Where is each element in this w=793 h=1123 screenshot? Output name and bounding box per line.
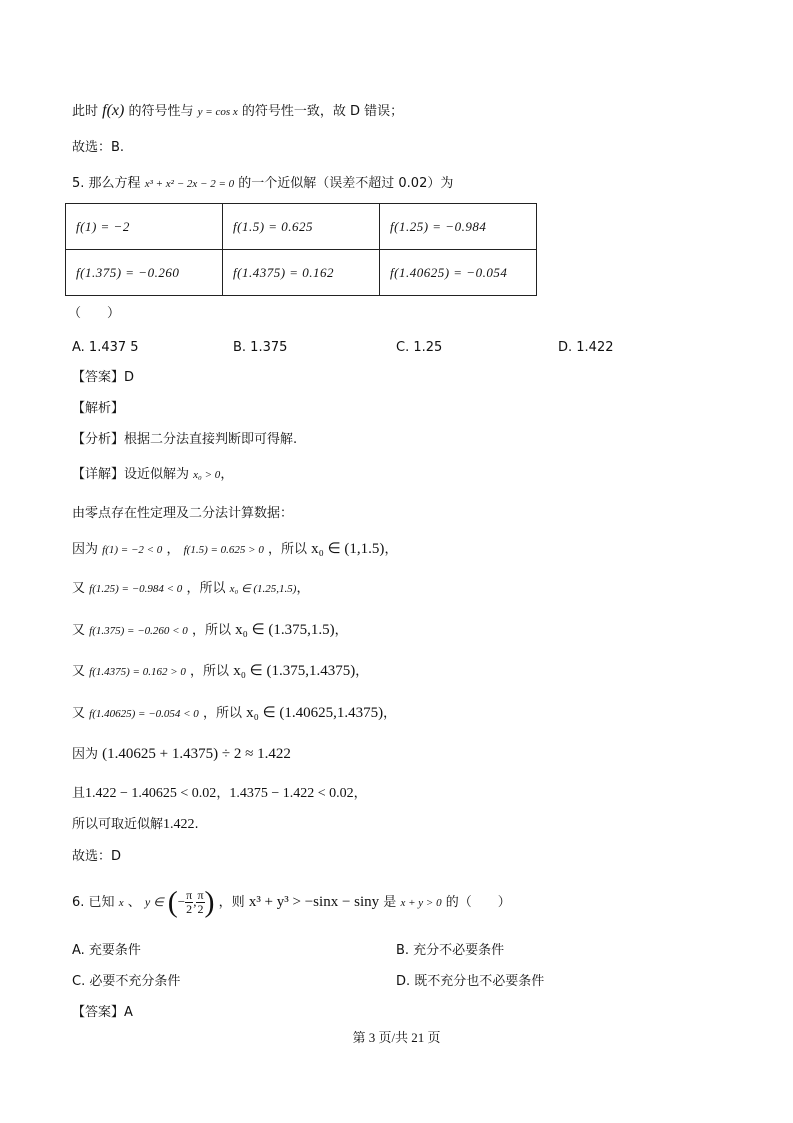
text-span: 、 [127,895,141,910]
math-span: 1.422 − 1.40625 < 0.02 [85,786,217,801]
text-span: 设近似解为 [124,467,190,482]
answer-value: D [124,370,135,385]
function-values-table [65,203,537,296]
question-6-stem [72,884,511,921]
math-span: f(1.4375) = 0.162 > 0 [89,666,186,678]
option-6-d: D. 既不充分也不必要条件 [396,974,545,989]
text-span: 此时 [72,104,99,119]
math-span: f(1.40625) = −0.054 < 0 [89,708,199,720]
text-span: 故选：B. [72,140,125,155]
math-span: x₀ ∈ (1.25,1.5) [229,583,297,595]
answer-6 [72,1004,133,1022]
step-4 [72,662,368,681]
text-span: ，所以 [202,706,242,721]
math-span: 1.4375 − 1.422 < 0.02 [229,786,354,801]
text-span: 的（ ） [445,895,511,910]
option-5-c: C. 1.25 [396,340,443,355]
option-6-a: A. 充要条件 [72,943,141,958]
math-span: x₀ > 0 [193,469,221,481]
fraction-denominator: 2 [186,902,193,916]
step-7 [72,785,367,803]
fraction-pi-over-2 [185,889,193,916]
text-span: 的符号性一致，故 D 错误； [241,104,404,119]
math-fx: f(x) [102,102,125,119]
text-span: ， [216,786,230,801]
text-span: ， [384,542,398,557]
math-span: 1.422 [163,817,195,832]
text-span: 根据二分法直接判断即可得解. [124,432,298,447]
text-span: 的一个近似解（误差不超过 0.02）为 [238,176,454,191]
fraction-denominator: 2 [197,902,204,916]
math-span: (1.40625 + 1.4375) ÷ 2 ≈ 1.422 [102,746,291,762]
text-span: 【解析】 [72,401,125,416]
step-1 [72,540,397,559]
answer-5 [72,369,134,387]
step-6 [72,745,291,764]
text-span: 所以可取近似解 [72,817,164,832]
text-span: ， [383,706,397,721]
text-span: 又 [72,664,86,679]
table-cell: f(1.40625) = −0.054 [380,250,537,296]
open-paren: ( [167,885,178,919]
text-span: 由零点存在性定理及二分法计算数据： [72,506,294,521]
step-3 [72,621,348,640]
math-span: y ∈ [144,895,164,909]
math-cos: y = cos x [197,106,238,118]
text-span: ， [220,467,234,482]
fraction-numerator: π [197,888,204,902]
text-span: 的符号性与 [128,104,194,119]
question-5-paren [68,305,120,323]
close-paren: ) [204,885,215,919]
answer-value: A [124,1005,133,1020]
text-span: ，所以 [186,581,226,596]
table-row [66,204,537,250]
fraction-numerator: π [186,888,193,902]
text-span: ， [166,542,180,557]
text-span: ， [355,664,369,679]
analysis-fenxi [72,431,297,449]
step-8 [72,816,199,834]
answer-tag: 【答案】 [72,370,125,385]
text-span: 5. 那么方程 [72,176,141,191]
text-span: 因为 [72,542,99,557]
text-span: ， [334,623,348,638]
math-span: f(1.375) = −0.260 < 0 [89,625,188,637]
table-cell: f(1.375) = −0.260 [66,250,223,296]
text-span: 是 [383,895,397,910]
math-span: x [118,897,124,909]
option-6-b: B. 充分不必要条件 [396,943,505,958]
text-span: 6. 已知 [72,895,115,910]
text-span: ，所以 [191,623,231,638]
math-span: x₀ ∈ (1,1.5) [311,541,385,557]
step-5 [72,704,396,723]
minus-sign: − [177,894,186,909]
comma: , [193,894,197,909]
answer-tag: 【答案】 [72,1005,125,1020]
text-span: 又 [72,623,86,638]
text-span: 且 [72,786,86,801]
text-span: ， [296,581,310,596]
text-span: 故选：D [72,849,122,864]
math-span: x₀ ∈ (1.40625,1.4375) [246,705,384,721]
text-span: . [194,817,199,832]
option-5-a: A. 1.437 5 [72,340,139,355]
text-line-answer-b [72,139,124,157]
text-span: 又 [72,581,86,596]
option-5-b: B. 1.375 [233,340,288,355]
text-span: ，所以 [190,664,230,679]
text-span: ， [353,786,367,801]
text-span: （ ） [68,306,121,321]
table-cell: f(1.25) = −0.984 [380,204,537,250]
text-line-conclusion-d [72,102,403,121]
fraction-pi-over-2 [196,889,204,916]
math-span: x + y > 0 [400,897,442,909]
text-zero-theorem [72,505,293,523]
math-span: x₀ ∈ (1.375,1.5) [235,622,335,638]
table-cell: f(1.5) = 0.625 [223,204,380,250]
text-span: 因为 [72,747,99,762]
math-equation: x³ + x² − 2x − 2 = 0 [144,178,235,190]
option-5-d: D. 1.422 [558,340,614,355]
math-span: f(1.25) = −0.984 < 0 [89,583,183,595]
analysis-xiangjie [72,466,233,484]
answer-d-line [72,848,121,866]
math-span: x³ + y³ > −sinx − siny [248,894,380,910]
text-span: 又 [72,706,86,721]
text-span: ，则 [218,895,245,910]
text-span: 【详解】 [72,467,125,482]
analysis-heading [72,400,124,418]
table-cell: f(1) = −2 [66,204,223,250]
question-5-stem [72,175,453,193]
math-span: x₀ ∈ (1.375,1.4375) [233,663,356,679]
text-span: ，所以 [267,542,307,557]
page-footer: 第 3 页/共 21 页 [352,1030,441,1045]
math-span: f(1) = −2 < 0 [102,544,163,556]
step-2 [72,580,310,598]
text-span: 【分析】 [72,432,125,447]
option-6-c: C. 必要不充分条件 [72,974,181,989]
math-span: f(1.5) = 0.625 > 0 [183,544,264,556]
table-cell: f(1.4375) = 0.162 [223,250,380,296]
table-row [66,250,537,296]
